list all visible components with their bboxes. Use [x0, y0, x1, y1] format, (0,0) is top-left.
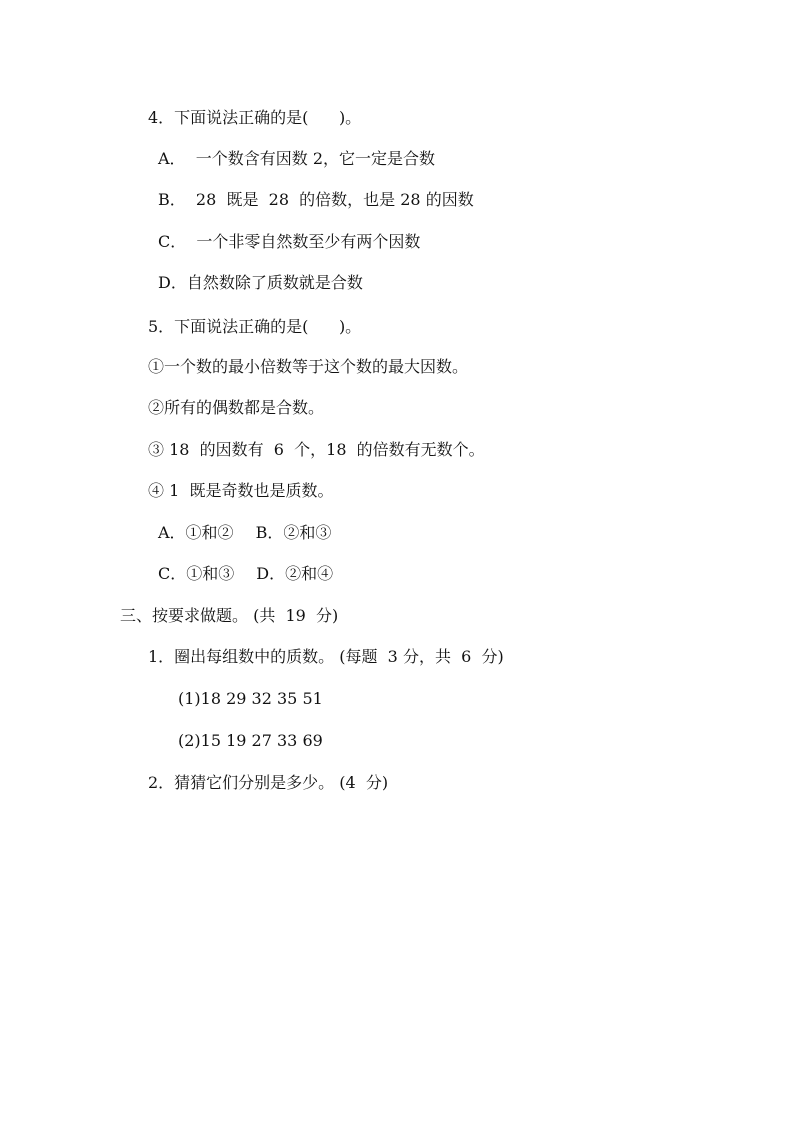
q5-statement-1: ①一个数的最小倍数等于这个数的最大因数。: [148, 357, 469, 376]
q5-choice-c: C．①和③: [158, 564, 235, 583]
q4-option-c: C． 一个非零自然数至少有两个因数: [158, 232, 421, 251]
q5-statement-4: ④ 1 既是奇数也是质数。: [148, 481, 334, 500]
q5-statement-2: ②所有的偶数都是合数。: [148, 398, 325, 417]
q5-choices-row-1: [158, 523, 331, 543]
q4-option-d: D．自然数除了质数就是合数: [158, 273, 363, 292]
q5-statement-3: ③ 18 的因数有 6 个，18 的倍数有无数个。: [148, 440, 485, 459]
s3-q1-group-2: (2)15 19 27 33 69: [178, 731, 323, 750]
q5-stem: 5．下面说法正确的是( )。: [148, 317, 362, 336]
q4-option-b: B． 28 既是 28 的倍数，也是 28 的因数: [158, 190, 474, 209]
q5-choice-d: D．②和④: [256, 564, 334, 583]
section-3-heading: 三、按要求做题。 (共 19 分): [120, 606, 339, 625]
q5-choice-a: A．①和②: [158, 523, 234, 542]
s3-q1-stem: 1．圈出每组数中的质数。 (每题 3 分，共 6 分): [148, 647, 504, 666]
s3-q1-group-1: (1)18 29 32 35 51: [178, 689, 323, 708]
s3-q2-stem: 2．猜猜它们分别是多少。 (4 分): [148, 773, 389, 792]
q5-choice-b: B．②和③: [255, 523, 332, 542]
q4-option-a: A． 一个数含有因数 2，它一定是合数: [158, 149, 435, 168]
q4-stem: 4．下面说法正确的是( )。: [148, 108, 362, 127]
q5-choices-row-2: [158, 564, 333, 584]
